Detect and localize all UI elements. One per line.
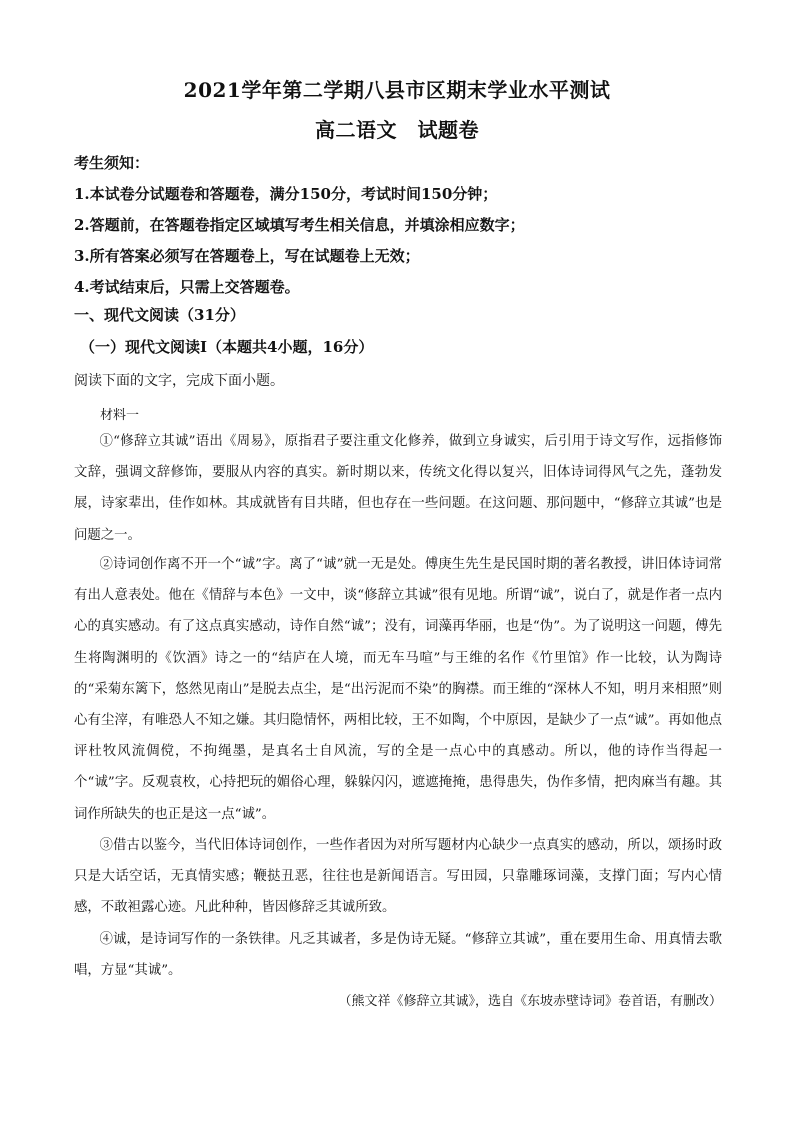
notice-heading: 考生须知： — [74, 154, 150, 172]
source-citation: （熊文祥《修辞立其诚》，选自《东坡赤壁诗词》卷首语，有删改） — [338, 994, 722, 1009]
passage-paragraph-4: ④诚，是诗词写作的一条铁律。凡乏其诚者，多是伪诗无疑。“修辞立其诚”，重在要用生命、用真情去歌唱，方显“其诚”。 — [74, 932, 722, 979]
notice-item: 3.所有答案必须写在答题卷上，写在试题卷上无效； — [74, 247, 420, 265]
candidate-notice — [74, 148, 734, 303]
notice-item: 1.本试卷分试题卷和答题卷，满分150分，考试时间150分钟； — [74, 185, 498, 203]
exam-title: 2021学年第二学期八县市区期末学业水平测试 — [183, 78, 611, 102]
material-label: 材料一 — [100, 408, 140, 423]
passage-paragraph-1: ①“修辞立其诚”语出《周易》，原指君子要注重文化修养，做到立身诚实，后引用于诗文写作，远指修饰文辞，强调文辞修饰，要服从内容的真实。新时期以来，传统文化得以复兴，旧体诗词得风气之先，蓬勃发展，诗家辈出，佳作如林。其成就皆有目共睹，但也存在一些问题。在这问题、那问题中，“修辞立其诚”也是问题之一。 — [74, 434, 722, 543]
exam-subtitle: 高二语文 试题卷 — [315, 118, 479, 142]
notice-item: 4.考试结束后，只需上交答题卷。 — [74, 278, 300, 296]
subsection-heading: （一）现代文阅读Ⅰ（本题共4小题，16分） — [80, 338, 374, 356]
section-heading: 一、现代文阅读（31分） — [74, 306, 245, 324]
reading-instruction: 阅读下面的文字，完成下面小题。 — [74, 373, 284, 389]
passage-paragraph-3: ③借古以鉴今，当代旧体诗词创作，一些作者因为对所写题材内心缺少一点真实的感动，所以，颂扬时政只是大话空话，无真情实感；鞭挞丑恶，往往也是新闻语言。写田园，只靠雕琢词藻，支撑门面；写内心情感，不敢袒露心迹。凡此种种，皆因修辞乏其诚所致。 — [74, 838, 722, 916]
notice-item: 2.答题前，在答题卷指定区域填写考生相关信息，并填涂相应数字； — [74, 216, 525, 234]
passage-paragraph-2: ②诗词创作离不开一个“诚”字。离了“诚”就一无是处。傅庚生先生是民国时期的著名教授，讲旧体诗词常有出人意表处。他在《情辞与本色》一文中，谈“修辞立其诚”很有见地。所谓“诚”，说白了，就是作者一点内心的真实感动。有了这点真实感动，诗作自然“诚”；没有，词藻再华丽，也是“伪”。为了说明这一问题，傅先生将陶渊明的《饮酒》诗之一的“结庐在人境，而无车马喧”与王维的名作《竹里馆》作一比较，认为陶诗的“采菊东篱下，悠然见南山”是脱去点尘，是“出污泥而不染”的胸襟。而王维的“深林人不知，明月来相照”则心有尘滓，有唯恐人不知之嫌。其归隐情怀，两相比较，王不如陶，个中原因，是缺少了一点“诚”。再如他点评杜牧风流倜傥，不拘绳墨，是真名士自风流，写的全是一点心中的真感动。所以，他的诗作当得起一个“诚”字。反观袁枚，心持把玩的媚俗心理，躲躲闪闪，遮遮掩掩，患得患失，伪作多情，把肉麻当有趣。其词作所缺失的也正是这一点“诚”。 — [74, 557, 722, 822]
